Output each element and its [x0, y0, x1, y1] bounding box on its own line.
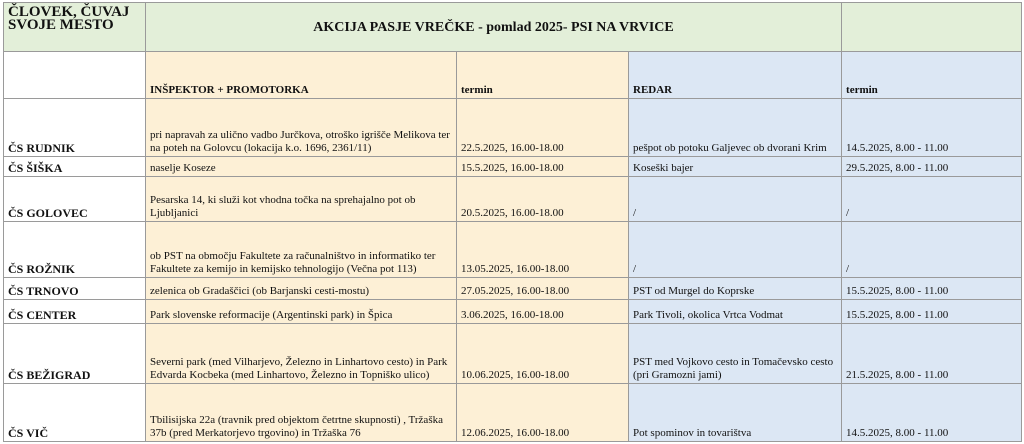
inspector-term-cell: 3.06.2025, 16.00-18.00: [457, 300, 629, 324]
district-cell: ČS CENTER: [4, 300, 146, 324]
district-cell: ČS ŠIŠKA: [4, 157, 146, 177]
table-row: [4, 222, 1022, 278]
inspector-term-cell: 22.5.2025, 16.00-18.00: [457, 99, 629, 157]
header-guard: REDAR: [629, 52, 842, 99]
district-cell: ČS TRNOVO: [4, 278, 146, 300]
inspector-location-cell: naselje Koseze: [146, 157, 457, 177]
table-row: [4, 300, 1022, 324]
inspector-location-cell: Severni park (med Vilharjevo, Železno in Linhartovo cesto) in Park Edvarda Kocbeka (med Linhartovo, Železno in Topniško ulico): [146, 324, 457, 384]
table-row: [4, 177, 1022, 222]
inspector-term-cell: 12.06.2025, 16.00-18.00: [457, 384, 629, 442]
guard-term-cell: /: [842, 177, 1022, 222]
inspector-location-cell: Pesarska 14, ki služi kot vhodna točka na sprehajalno pot ob Ljubljanici: [146, 177, 457, 222]
inspector-term-cell: 13.05.2025, 16.00-18.00: [457, 222, 629, 278]
table-row: [4, 278, 1022, 300]
schedule-table: [3, 2, 1022, 442]
table-row: [4, 99, 1022, 157]
guard-location-cell: pešpot ob potoku Galjevec ob dvorani Krim: [629, 99, 842, 157]
title-empty-cell: [842, 3, 1022, 52]
inspector-location-cell: Park slovenske reformacije (Argentinski park) in Špica: [146, 300, 457, 324]
header-term-inspector: termin: [457, 52, 629, 99]
header-term-guard: termin: [842, 52, 1022, 99]
guard-location-cell: Park Tivoli, okolica Vrtca Vodmat: [629, 300, 842, 324]
guard-location-cell: PST med Vojkovo cesto in Tomačevsko cesto (pri Gramozni jami): [629, 324, 842, 384]
guard-term-cell: 14.5.2025, 8.00 - 11.00: [842, 384, 1022, 442]
header-empty-cell: [4, 52, 146, 99]
guard-term-cell: 14.5.2025, 8.00 - 11.00: [842, 99, 1022, 157]
inspector-term-cell: 20.5.2025, 16.00-18.00: [457, 177, 629, 222]
guard-location-cell: PST od Murgel do Koprske: [629, 278, 842, 300]
title-row: [4, 3, 1022, 52]
guard-term-cell: 21.5.2025, 8.00 - 11.00: [842, 324, 1022, 384]
district-cell: ČS RUDNIK: [4, 99, 146, 157]
table-row: [4, 324, 1022, 384]
inspector-location-cell: pri napravah za ulično vadbo Jurčkova, otroško igrišče Melikova ter na poteh na Golovcu (lokacija k.o. 1696, 2361/11): [146, 99, 457, 157]
guard-term-cell: 15.5.2025, 8.00 - 11.00: [842, 300, 1022, 324]
header-row: [4, 52, 1022, 99]
district-cell: ČS GOLOVEC: [4, 177, 146, 222]
inspector-location-cell: zelenica ob Gradaščici (ob Barjanski cesti-mostu): [146, 278, 457, 300]
corner-label: ČLOVEK, ČUVAJ SVOJE MESTO: [4, 3, 146, 52]
table-row: [4, 157, 1022, 177]
header-inspector: INŠPEKTOR + PROMOTORKA: [146, 52, 457, 99]
guard-location-cell: /: [629, 222, 842, 278]
district-cell: ČS VIČ: [4, 384, 146, 442]
district-cell: ČS BEŽIGRAD: [4, 324, 146, 384]
guard-location-cell: Pot spominov in tovarištva: [629, 384, 842, 442]
inspector-term-cell: 15.5.2025, 16.00-18.00: [457, 157, 629, 177]
district-cell: ČS ROŽNIK: [4, 222, 146, 278]
guard-term-cell: /: [842, 222, 1022, 278]
guard-location-cell: Koseški bajer: [629, 157, 842, 177]
guard-location-cell: /: [629, 177, 842, 222]
guard-term-cell: 29.5.2025, 8.00 - 11.00: [842, 157, 1022, 177]
inspector-location-cell: Tbilisijska 22a (travnik pred objektom četrtne skupnosti) , Tržaška 37b (pred Merkatorjevo trgovino) in Tržaška 76: [146, 384, 457, 442]
table-title: AKCIJA PASJE VREČKE - pomlad 2025- PSI NA VRVICE: [146, 3, 842, 52]
inspector-term-cell: 10.06.2025, 16.00-18.00: [457, 324, 629, 384]
table-row: [4, 384, 1022, 442]
inspector-term-cell: 27.05.2025, 16.00-18.00: [457, 278, 629, 300]
inspector-location-cell: ob PST na območju Fakultete za računalništvo in informatiko ter Fakultete za kemijo in kemijsko tehnologijo (Večna pot 113): [146, 222, 457, 278]
guard-term-cell: 15.5.2025, 8.00 - 11.00: [842, 278, 1022, 300]
